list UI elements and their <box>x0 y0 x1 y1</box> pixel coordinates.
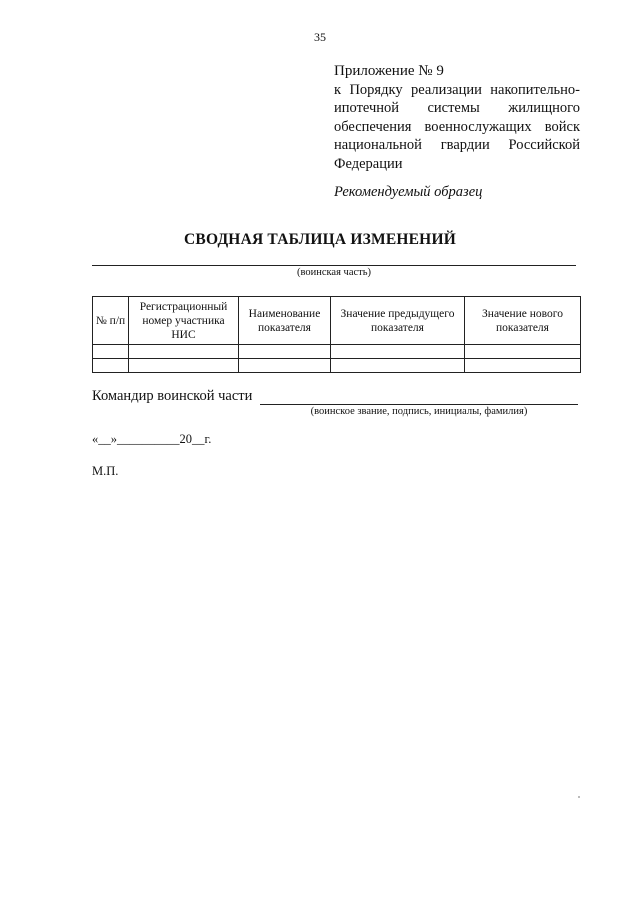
commander-caption: (воинское звание, подпись, инициалы, фамилия) <box>310 406 528 417</box>
table-cell <box>239 345 331 359</box>
page-number: 35 <box>314 30 326 44</box>
unit-fill-line <box>92 265 576 266</box>
column-header-previous-value: Значение предыдущего показателя <box>331 297 465 345</box>
table-cell <box>129 359 239 373</box>
column-header-indicator-name: Наименование показателя <box>239 297 331 345</box>
table-cell <box>129 345 239 359</box>
stamp-placeholder: М.П. <box>92 464 119 478</box>
table-row <box>93 359 581 373</box>
appendix-block <box>334 62 580 173</box>
recommended-label: Рекомендуемый образец <box>334 184 483 200</box>
table-cell <box>93 359 129 373</box>
date-line: «__»__________20__г. <box>92 432 212 446</box>
appendix-title: Приложение № 9 <box>334 63 444 79</box>
changes-table <box>92 296 581 373</box>
appendix-text: к Порядку реализации накопительно-ипотечной системы жилищного обеспечения военнослужащих войск национальной гвардии Российской Федерации <box>334 81 580 172</box>
table-cell <box>465 345 581 359</box>
table-cell <box>331 345 465 359</box>
column-header-new-value: Значение нового показателя <box>465 297 581 345</box>
table-cell <box>93 345 129 359</box>
table-row <box>93 345 581 359</box>
scan-speck <box>578 796 580 798</box>
column-header-number: № п/п <box>93 297 129 345</box>
table-cell <box>465 359 581 373</box>
unit-caption: (воинская часть) <box>296 267 372 278</box>
table-cell <box>239 359 331 373</box>
commander-signature-line <box>260 404 578 405</box>
column-header-registration-number: Регистрационный номер участника НИС <box>129 297 239 345</box>
document-title: СВОДНАЯ ТАБЛИЦА ИЗМЕНЕНИЙ <box>184 231 456 248</box>
commander-label: Командир воинской части <box>92 388 253 404</box>
table-header-row <box>93 297 581 345</box>
table-cell <box>331 359 465 373</box>
